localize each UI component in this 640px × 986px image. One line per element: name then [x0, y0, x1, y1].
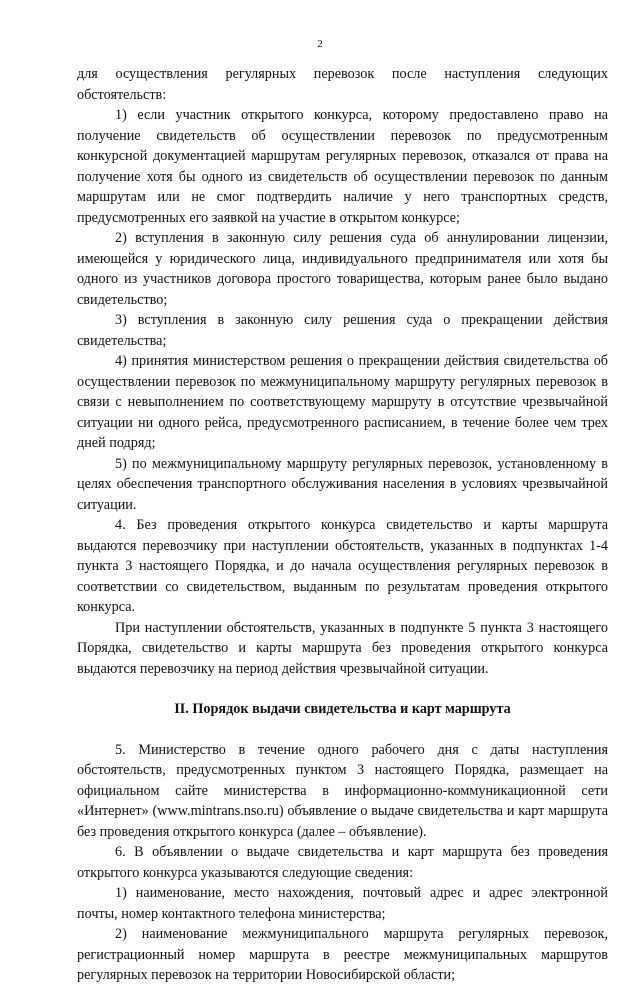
page-number: 2 [317, 38, 323, 50]
paragraph: 6. В объявлении о выдаче свидетельства и карт маршрута без проведения открытого конкурса указываются следующие сведения: [77, 844, 608, 881]
paragraph: 2) вступления в законную силу решения суда об аннулировании лицензии, имеющейся у юридического лица, индивидуального предпринимателя или хотя бы одного из участников договора простого товарищества, которым ранее было выдано свидетельство; [77, 230, 608, 308]
paragraph: 4. Без проведения открытого конкурса свидетельство и карты маршрута выдаются перевозчику при наступлении обстоятельств, указанных в подпунктах 1-4 пункта 3 настоящего Порядка, и до начала осуществления регулярных перевозок в соответствии со свидетельством, выданным по результатам проведения открытого конкурса. [77, 517, 608, 615]
paragraph: 4) принятия министерством решения о прекращении действия свидетельства об осуществлении перевозок по межмуниципальному маршруту регулярных перевозок в связи с невыполнением по соответствующему маршруту в отсутствие чрезвычайной ситуации ни одного рейса, предусмотренного расписанием, в течение более чем трех дней подряд; [77, 353, 608, 451]
paragraph: 3) вступления в законную силу решения суда о прекращении действия свидетельства; [77, 312, 608, 349]
paragraphs-after-heading [77, 740, 608, 986]
paragraph: 1) наименование, место нахождения, почтовый адрес и адрес электронной почты, номер контактного телефона министерства; [77, 885, 608, 922]
section-heading: II. Порядок выдачи свидетельства и карт маршрута [174, 701, 511, 717]
paragraph: для осуществления регулярных перевозок после наступления следующих обстоятельств: [77, 66, 608, 103]
paragraph: 5. Министерство в течение одного рабочего дня с даты наступления обстоятельств, предусмотренных пунктом 3 настоящего Порядка, размещает на официальном сайте министерства в информационно-коммуникационной сети «Интернет» (www.mintrans.nso.ru) объявление о выдаче свидетельства и карт маршрута без проведения открытого конкурса (далее – объявление). [77, 741, 608, 840]
paragraph: При наступлении обстоятельств, указанных в подпункте 5 пункта 3 настоящего Порядка, свидетельство и карты маршрута без проведения открытого конкурса выдаются перевозчику на период действия чрезвычайной ситуации. [77, 619, 608, 677]
paragraph: 1) если участник открытого конкурса, которому предоставлено право на получение свидетельств об осуществлении перевозок по предусмотренным конкурсной документацией маршрутам регулярных перевозок, отказался от права на получение хотя бы одного из свидетельств об осуществлении перевозок по данным маршрутам или не смог подтвердить наличие у него транспортных средств, предусмотренных его заявкой на участие в открытом конкурсе; [77, 107, 608, 226]
document-body [77, 64, 608, 986]
paragraph: 5) по межмуниципальному маршруту регулярных перевозок, установленному в целях обеспечения транспортного обслуживания населения в условиях чрезвычайной ситуации. [77, 455, 608, 513]
paragraph: 2) наименование межмуниципального маршрута регулярных перевозок, регистрационный номер маршрута в реестре межмуниципальных маршрутов регулярных перевозок на территории Новосибирской области; [77, 926, 608, 983]
paragraphs-before-heading [77, 64, 608, 679]
